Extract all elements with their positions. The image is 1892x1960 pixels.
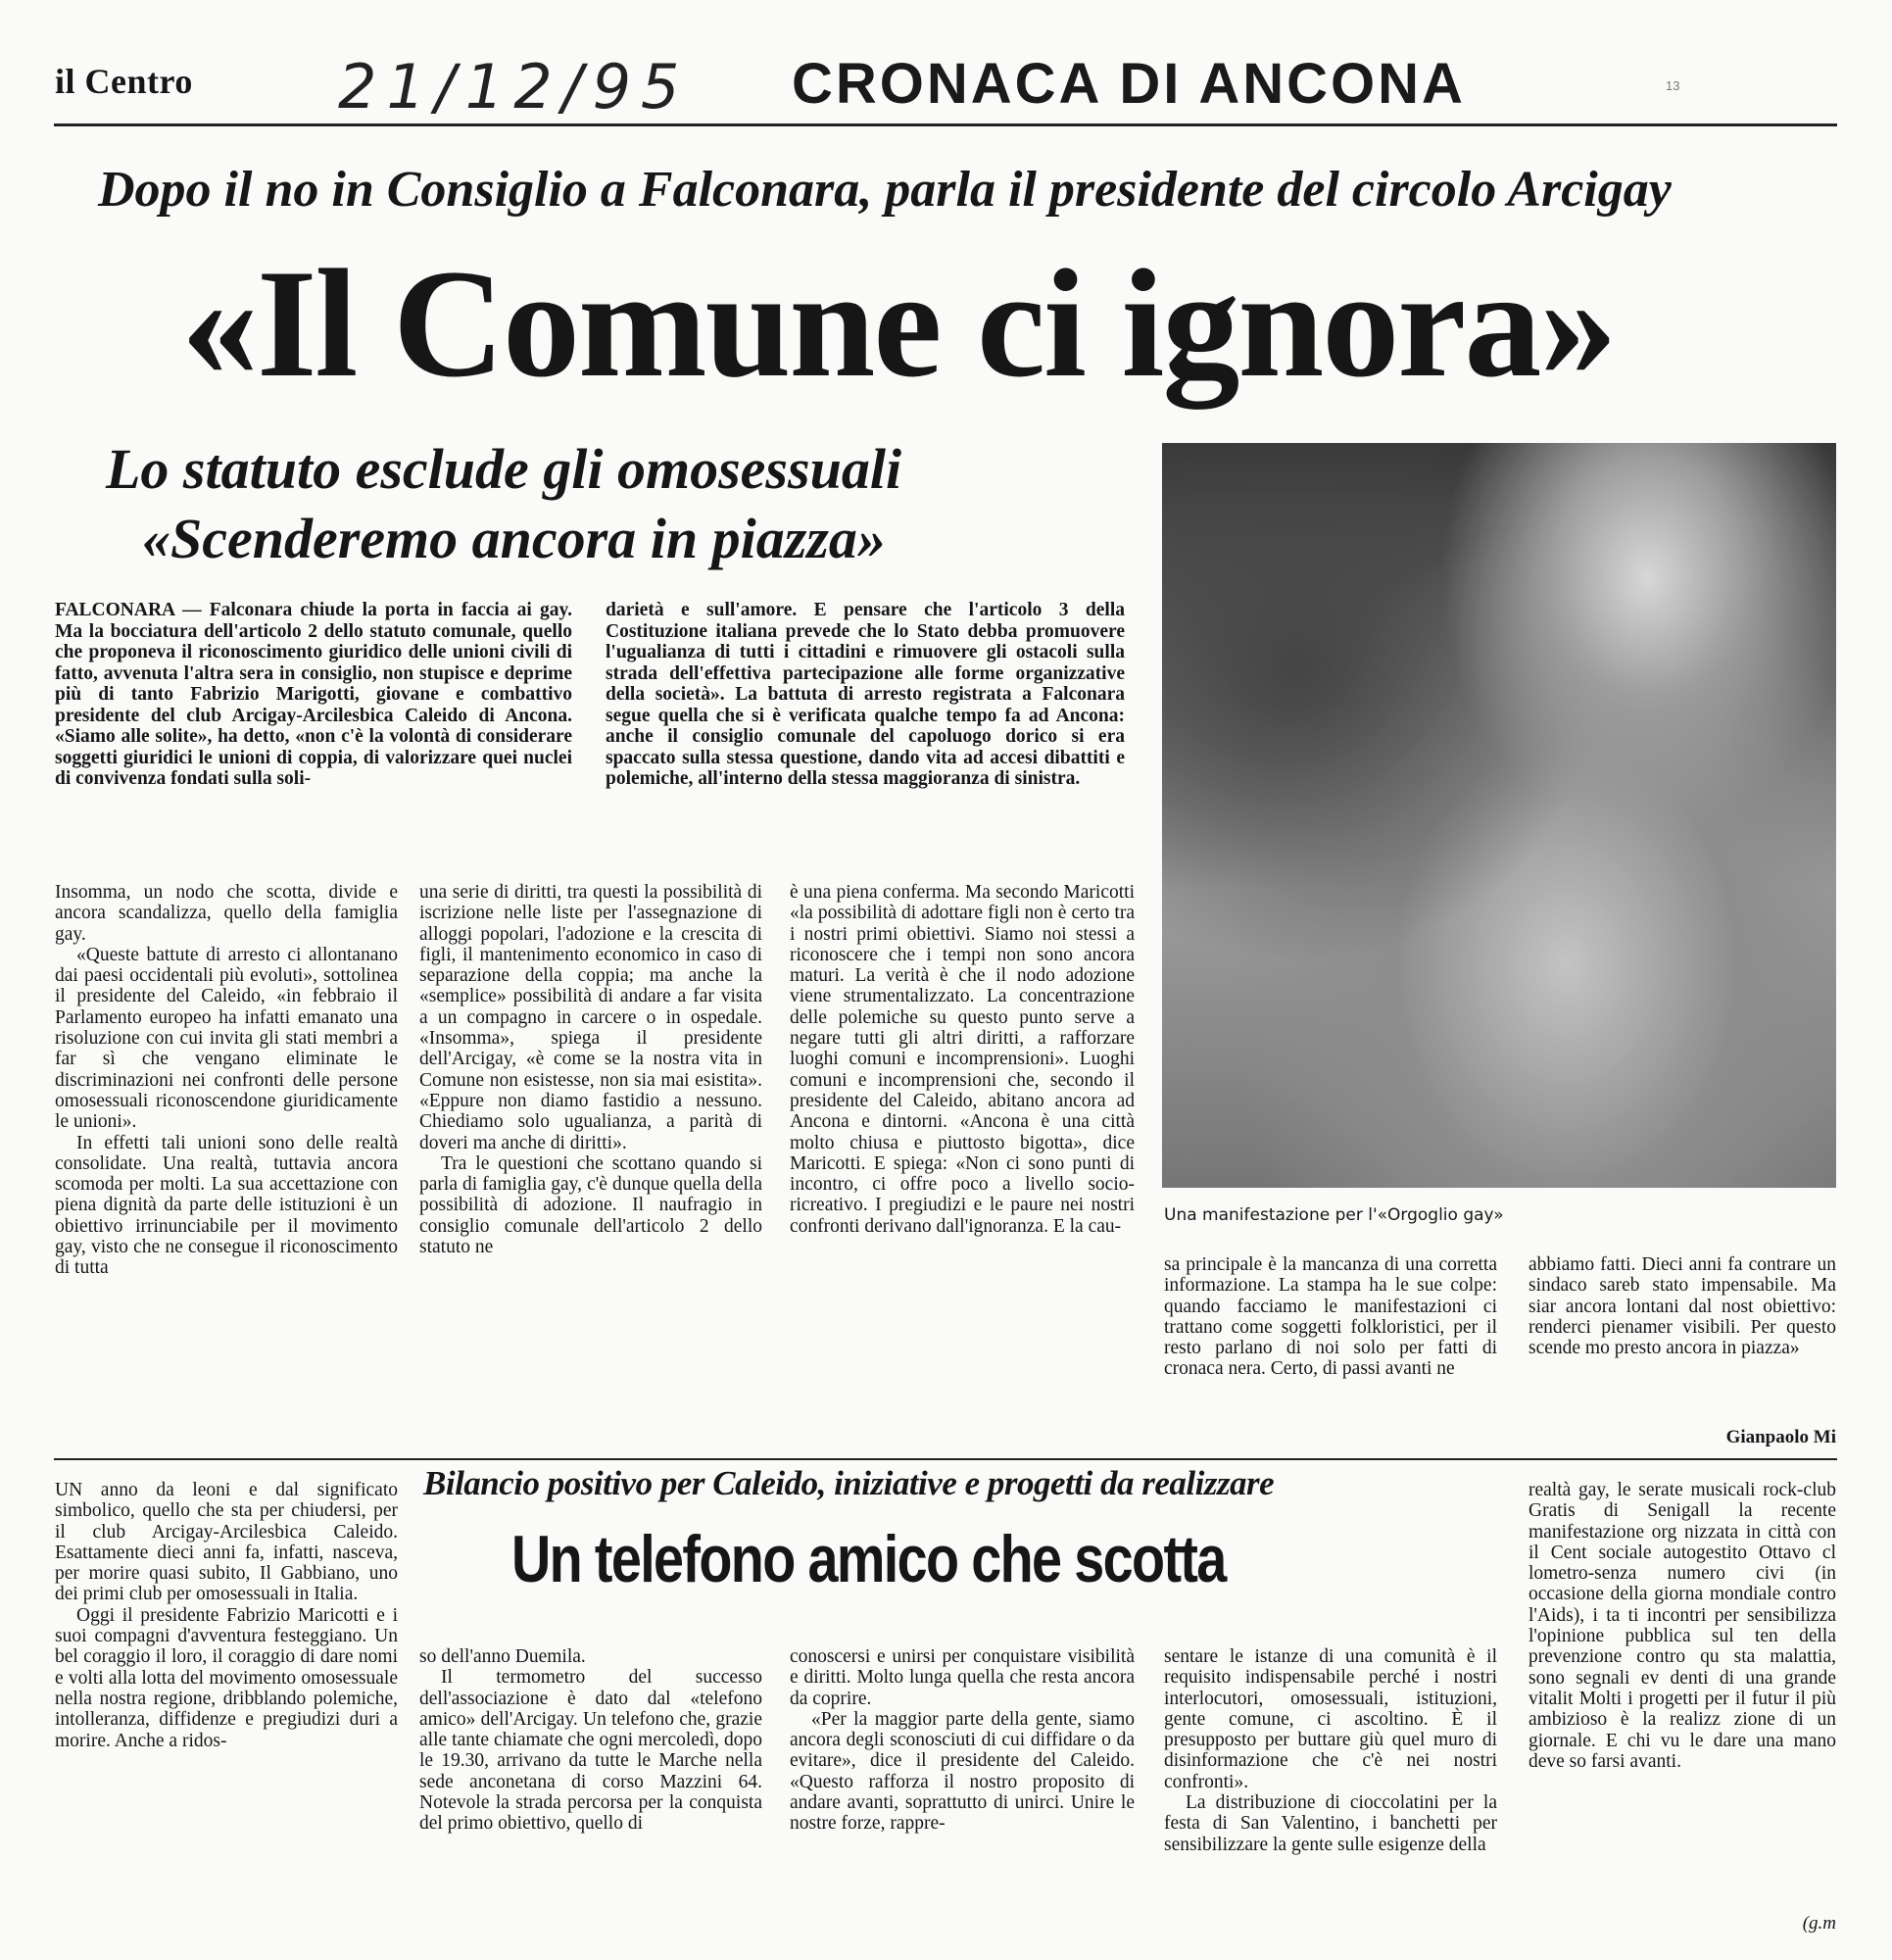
article1-lead-col2: darietà e sull'amore. E pensare che l'articolo 3 della Costituzione italiana prevede che lo Stato debba promuovere l'ugualianza di tutti i cittadini e rimuovere gli ostacoli sulla strada dell'effettiva partecipazione alle forme organizzative della società». La battuta di arresto registrata a Falconara segue quella che si è verificata qualche tempo fa ad Ancona: anche il consiglio comunale del capoluogo dorico si era spaccato sulla stessa questione, dando vita ad accesi dibattiti e polemiche, all'interno della stessa maggioranza di sinistra. — [606, 600, 1125, 789]
article1-body-col2 — [419, 882, 762, 1257]
page-number: 13 — [1666, 78, 1680, 93]
article1-subhead-1: Lo statuto esclude gli omosessuali — [106, 437, 902, 501]
article2-col4 — [1164, 1646, 1497, 1855]
article1-headline: «Il Comune ci ignora» — [181, 238, 1616, 410]
article2-col1 — [55, 1480, 398, 1751]
photo-caption: Una manifestazione per l'«Orgoglio gay» — [1164, 1205, 1504, 1225]
article1-body-col5 — [1528, 1254, 1836, 1358]
article1-body-col3 — [790, 882, 1135, 1237]
article-divider — [54, 1458, 1837, 1460]
article2-col5 — [1528, 1480, 1836, 1772]
section-title: CRONACA DI ANCONA — [792, 52, 1466, 116]
paragraph: UN anno da leoni e dal significato simbolico, quello che sta per chiudersi, per il club Arcigay-Arcilesbica Caleido. Esattamente dieci anni fa, infatti, nasceva, per morire quasi subito, Il Gabbiano, uno dei primi club per omosessuali in Italia. — [55, 1480, 398, 1605]
paragraph: Tra le questioni che scottano quando si parla di famiglia gay, c'è dunque quella della possibilità di adozione. Il naufragio in consiglio comunale dell'articolo 2 dello statuto ne — [419, 1152, 762, 1258]
paragraph: una serie di diritti, tra questi la possibilità di iscrizione nelle liste per l'assegnazione di alloggi popolari, l'adozione e la crescita di figli, il mantenimento economico in caso di separazione della coppia; ma anche la «semplice» possibilità di andare a far visita a un compagno in carcere o in ospedale. «Insomma», spiega il presidente dell'Arcigay, «è come se la nostra vita in Comune non esistesse, non sia mai esistita». «Eppure non diamo fastidio a nessuno. Chiediamo solo ugualianza, a parità di doveri ma anche di diritti». — [419, 882, 762, 1153]
paragraph: sa principale è la mancanza di una corretta informazione. La stampa ha le sue colpe: quando facciamo le manifestazioni ci trattano come soggetti folkloristici, per il resto parlano di noi solo per fatti di cronaca nera. Certo, di passi avanti ne — [1164, 1254, 1497, 1380]
article1-kicker: Dopo il no in Consiglio a Falconara, parla il presidente del circolo Arcigay — [98, 162, 1672, 218]
article1-body-col1 — [55, 882, 398, 1279]
article1-lead-col1: FALCONARA — Falconara chiude la porta in faccia ai gay. Ma la bocciatura dell'articolo 2 dello statuto comunale, quello che proponeva il riconoscimento giuridico delle unioni civili di fatto, avvenuta l'altra sera in consiglio, non stupisce e deprime più di tanto Fabrizio Marigotti, giovane e combattivo presidente del club Arcigay-Arcilesbica Caleido di Ancona. «Siamo alle solite», ha detto, «non c'è la volontà di considerare soggetti giuridici le unioni di coppia, di valorizzare quei nuclei di convivenza fondati sulla soli- — [55, 600, 572, 789]
article2-kicker: Bilancio positivo per Caleido, iniziative e progetti da realizzare — [423, 1464, 1275, 1502]
article2-col2 — [419, 1646, 762, 1835]
paragraph: è una piena conferma. Ma secondo Maricotti «la possibilità di adottare figli non è certo tra i nostri primi obiettivi. Siamo noi stessi a riconoscere che i tempi non sono ancora maturi. La verità è che il nodo adozione viene strumentalizzato. La concentrazione delle polemiche su questo punto serve a negare tutti gli altri diritti, a rafforzare luoghi comuni e incomprensioni». Luoghi comuni e incomprensioni che, secondo il presidente del Caleido, abitano ancora ad Ancona e dintorni. «Ancona è una città molto chiusa e piuttosto bigotta», dice Maricotti. E spiega: «Non ci sono punti di incontro, ci offre poco a livello socio-ricreativo. I pregiudizi e le paure nei nostri confronti derivano dall'ignoranza. E la cau- — [790, 882, 1135, 1237]
paragraph: sentare le istanze di una comunità è il requisito indispensabile perché i nostri interlocutori, omosessuali, istituzioni, gente comune, ci ascoltino. È il presupposto per buttare giù quel muro di disinformazione che c'è nei nostri confronti». — [1164, 1646, 1497, 1792]
author-initials: (g.m — [1802, 1913, 1836, 1934]
paragraph: In effetti tali unioni sono delle realtà consolidate. Una realtà, tuttavia ancora scomoda per molti. La sua accettazione con piena dignità da parte delle istituzioni è un obiettivo irrinunciabile per il movimento gay, visto che ne consegue il riconoscimento di tutta — [55, 1132, 398, 1279]
handwritten-date: 21/12/95 — [338, 51, 690, 122]
paragraph: Insomma, un nodo che scotta, divide e ancora scandalizza, quello della famiglia gay. — [55, 882, 398, 945]
article2-headline: Un telefono amico che scotta — [511, 1522, 1226, 1596]
paragraph: La distribuzione di cioccolatini per la festa di San Valentino, i banchetti per sensibilizzare la gente sulle esigenze della — [1164, 1792, 1497, 1855]
paragraph: conoscersi e unirsi per conquistare visibilità e diritti. Molto lunga quella che resta ancora da coprire. — [790, 1646, 1135, 1709]
byline: Gianpaolo Mi — [1725, 1427, 1836, 1447]
article2-col3 — [790, 1646, 1135, 1835]
paragraph: so dell'anno Duemila. — [419, 1646, 586, 1667]
paragraph: Il termometro del successo dell'associazione è dato dal «telefono amico» dell'Arcigay. Un telefono che, grazie alle tante chiamate che ogni mercoledì, dopo le 19.30, arrivano da tutte le Marche nella sede anconetana di corso Mazzini 64. Notevole la strada percorsa per la conquista del primo obiettivo, quello di — [419, 1667, 762, 1835]
newspaper-name: il Centro — [55, 62, 193, 101]
paragraph: abbiamo fatti. Dieci anni fa contrare un sindaco sareb stato impensabile. Ma siar ancora lontani dal nost obiettivo: renderci pienamer visibili. Per questo scende mo presto ancora in piazza» — [1528, 1254, 1836, 1359]
paragraph: «Queste battute di arresto ci allontanano dai paesi occidentali più evoluti», sottolinea il presidente del Caleido, «in febbraio il Parlamento europeo ha infatti emanato una risoluzione con cui invita gli stati membri a far sì che vengano eliminate le discriminazioni nei confronti delle persone omosessuali riconoscendone giuridicamente le unioni». — [55, 944, 398, 1133]
article1-body-col4 — [1164, 1254, 1497, 1380]
protest-photo — [1162, 443, 1836, 1188]
paragraph: realtà gay, le serate musicali rock-club Gratis di Senigall la recente manifestazione org nizzata in città con il Cent sociale autogestito Ottavo cl lometro-senza numero civi (in occasione della giorna mondiale contro l'Aids), i ta ti incontri per sensibilizza l'opinione pubblica sul ten della prevenzione contro qu sta malattia, sono segnali ev denti di una grande vitalit Molti i progetti per il futur il più ambizioso è la realizz zione di un giornale. E chi vu le dare una mano deve so farsi avanti. — [1528, 1480, 1836, 1772]
paragraph: «Per la maggior parte della gente, siamo ancora degli sconosciuti di cui diffidare o da evitare», dice il presidente del Caleido. «Questo rafforza il nostro proposito di andare avanti, soprattutto di unirci. Unire le nostre forze, rappre- — [790, 1708, 1135, 1835]
article1-subhead-2: «Scenderemo ancora in piazza» — [142, 507, 886, 570]
paragraph: Oggi il presidente Fabrizio Maricotti e i suoi compagni d'avventura festeggiano. Un bel coraggio il loro, il coraggio di dare nomi e volti alla lotta del movimento omosessuale nella nostra regione, dribblando polemiche, intolleranza, diffidenze e pregiudizi duri a morire. Anche a ridos- — [55, 1604, 398, 1751]
masthead-rule — [54, 123, 1837, 126]
